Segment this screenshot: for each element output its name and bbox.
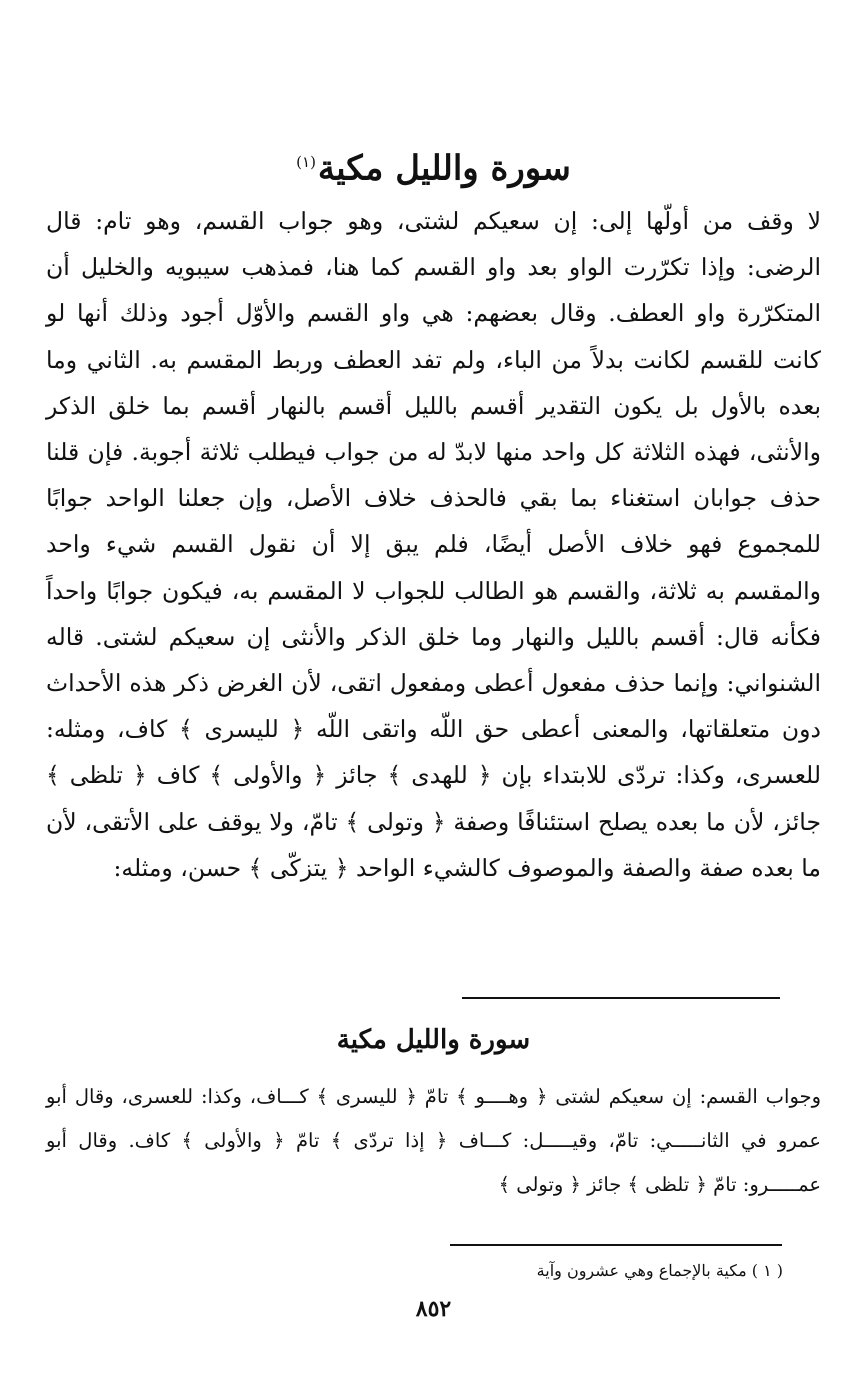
footnote: ( ١ ) مكية بالإجماع وهي عشرون وآية	[536, 1261, 783, 1280]
title-text: سورة والليل مكية	[317, 148, 571, 189]
page-number: ٨٥٢	[415, 1296, 452, 1322]
footnote-divider	[450, 1244, 782, 1246]
page-title	[0, 140, 867, 190]
section-divider	[462, 997, 780, 999]
section-title: سورة والليل مكية	[336, 1025, 531, 1055]
footnote-reference: (١)	[296, 153, 316, 171]
section-paragraph: وجواب القسم: إن سعيكم لشتى ﴿ وهــــو ﴾ تامّ ﴿ لليسرى ﴾ كـــاف، وكذا: للعسرى، وقال أبو عمرو في الثانـــــي: تامّ، وقيـــــل: كـــاف ﴿ إذا تردّى ﴾ تامّ ﴿ والأولى ﴾ كاف. وقال أبو عمـــــرو: تامّ ﴿ تلظى ﴾ جائز ﴿ وتولى ﴾	[46, 1085, 821, 1196]
main-paragraph: لا وقف من أولّها إلى: إن سعيكم لشتى، وهو جواب القسم، وهو تام: قال الرضى: وإذا تكرّرت الواو بعد واو القسم كما هنا، فمذهب سيبويه والخليل أن المتكرّرة واو العطف. وقال بعضهم: هي واو القسم والأوّل أجود وذلك أنها لو كانت للقسم لكانت بدلاً من الباء، ولم تفد العطف وربط المقسم به. الثاني وما بعده بالأول بل يكون التقدير أقسم بالليل أقسم بالنهار أقسم بما خلق الذكر والأنثى، فهذه الثلاثة كل واحد منها لابدّ له من جواب فيطلب ثلاثة أجوبة. فإن قلنا حذف جوابان استغناء بما بقي فالحذف خلاف الأصل، وإن جعلنا الواحد جوابًا للمجموع فهو خلاف الأصل أيضًا، فلم يبق إلا أن نقول القسم شيء واحد والمقسم به ثلاثة، والقسم هو الطالب للجواب لا المقسم به، فيكون جوابًا واحداً فكأنه قال: أقسم بالليل والنهار وما خلق الذكر والأنثى إن سعيكم لشتى. قاله الشنواني: وإنما حذف مفعول أعطى ومفعول اتقى، لأن الغرض ذكر هذه الأحداث دون متعلقاتها، والمعنى أعطى حق اللّه واتقى اللّه ﴿ لليسرى ﴾ كاف، ومثله: للعسرى، وكذا: تردّى للابتداء بإن ﴿ للهدى ﴾ جائز ﴿ والأولى ﴾ كاف ﴿ تلظى ﴾ جائز، لأن ما بعده يصلح استئنافًا وصفة ﴿ وتولى ﴾ تامّ، ولا يوقف على الأتقى، لأن ما بعده صفة والصفة والموصوف كالشيء الواحد ﴿ يتزكّى ﴾ حسن، ومثله:	[46, 207, 821, 882]
